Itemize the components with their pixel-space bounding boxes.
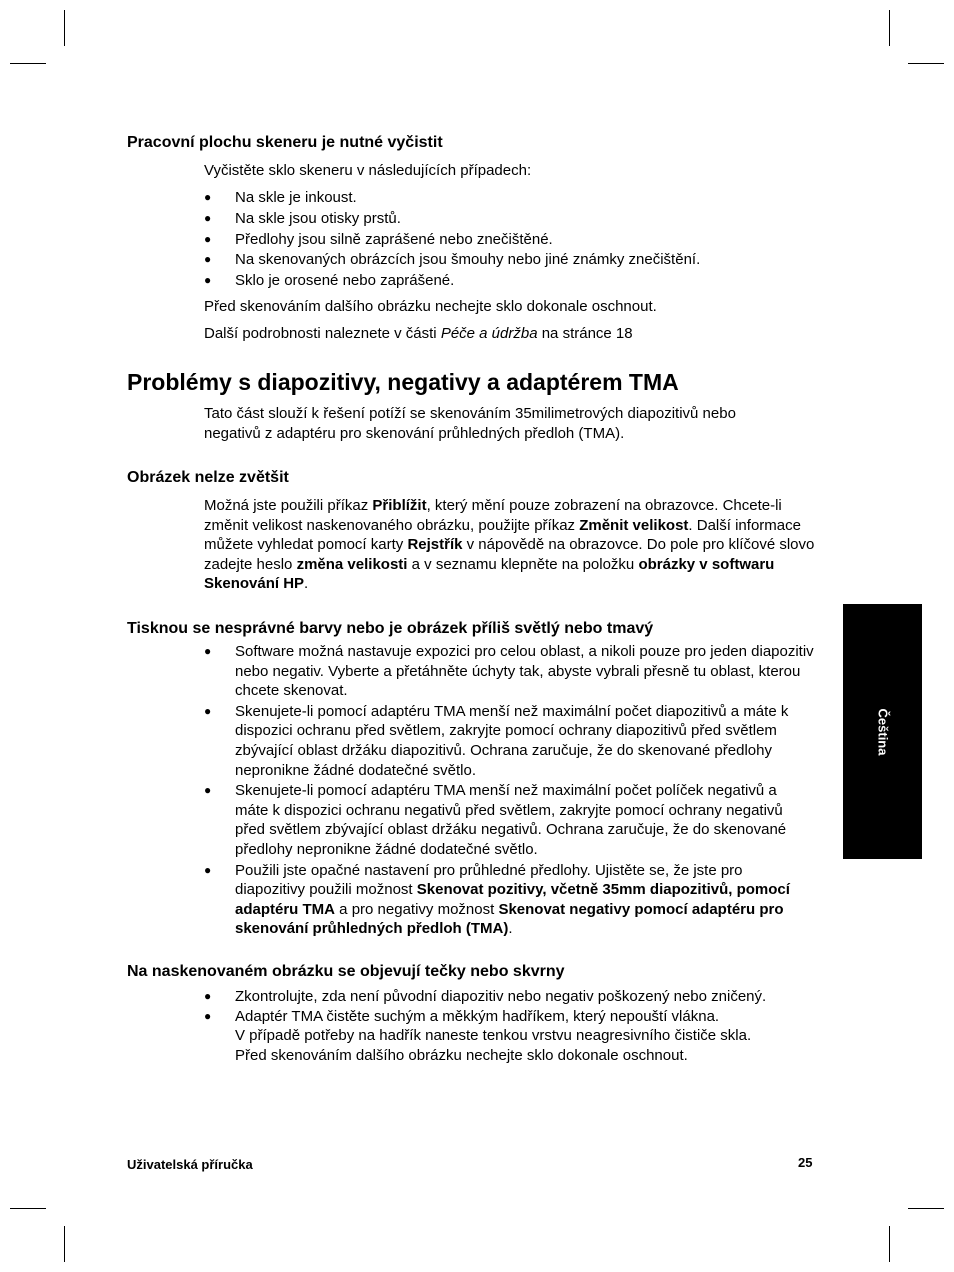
crop-mark	[64, 1226, 65, 1262]
list-item: ● Předlohy jsou silně zaprášené nebo znečištěné.	[204, 230, 824, 251]
text: , který mění pouze zobrazení na obrazovce. Chcete-li změnit velikost naskenovaného obrázku, použijte příkaz	[204, 497, 782, 534]
list-item: ● Na skenovaných obrázcích jsou šmouhy nebo jiné známky znečištění.	[204, 250, 824, 271]
text: . Další informace můžete vyhledat pomocí karty	[204, 516, 801, 554]
emphasis: Rejstřík	[407, 536, 463, 554]
bullet-list-spots	[204, 987, 824, 1065]
text: .	[304, 575, 309, 593]
list-item	[204, 1007, 824, 1066]
crop-mark	[908, 63, 944, 64]
crop-mark	[889, 10, 890, 46]
text: a v seznamu klepněte na položku	[407, 555, 639, 573]
crop-mark	[10, 1208, 46, 1209]
list-item: ● Software možná nastavuje expozici pro celou oblast, a nikoli pouze pro jeden diapozitiv nebo negativ. Vyberte a přetáhněte úchyty tak, abyste vybrali přesně tu oblast, kterou chcete skenovat.	[204, 642, 814, 701]
emphasis: změna velikosti	[296, 555, 408, 573]
emphasis: Skenovat negativy pomocí adaptéru pro skenování průhledných předloh (TMA)	[235, 900, 784, 938]
crop-mark	[64, 10, 65, 46]
text: Použili jste opačné nastavení pro průhledné předlohy. Ujistěte se, že jste pro diapozitivy použili možnost	[235, 861, 743, 899]
crop-mark	[10, 63, 46, 64]
list-item: ● Sklo je orosené nebo zaprášené.	[204, 271, 824, 292]
text: v nápovědě na obrazovce. Do pole pro klíčové slovo zadejte heslo	[204, 536, 815, 573]
text: .	[508, 920, 513, 938]
list-item: ● Na skle jsou otisky prstů.	[204, 209, 824, 230]
list-item	[204, 861, 814, 939]
page-title: Problémy s diapozitivy, negativy a adaptérem TMA	[127, 369, 679, 395]
paragraph-zoom	[204, 496, 822, 594]
text: a pro negativy možnost	[335, 900, 499, 918]
crop-mark	[908, 1208, 944, 1209]
reference-link: Péče a údržba	[440, 325, 538, 342]
paragraph: Před skenováním dalšího obrázku nechejte sklo dokonale oschnout.	[204, 298, 657, 315]
emphasis: Skenovat pozitivy, včetně 35mm diapozitivů, pomocí adaptéru TMA	[235, 881, 790, 918]
list-item: ● Skenujete-li pomocí adaptéru TMA menší než maximální počet políček negativů a máte k dispozici ochranu negativů před světlem, zakryjte pomocí ochrany negativů před světlem zbývající oblast držáku negativů. Ochrana zaručuje, že do skenované předlohy nepronikne žádné dodatečné světlo.	[204, 781, 814, 859]
language-tab	[843, 604, 922, 859]
paragraph-reference	[204, 324, 633, 344]
section-intro: Tato část slouží k řešení potíží se skenováním 35milimetrových diapozitivů nebo negativů z adaptéru pro skenování průhledných předloh (TMA).	[204, 405, 736, 442]
section-heading-zoom: Obrázek nelze zvětšit	[127, 469, 289, 486]
text: na stránce 18	[537, 325, 633, 342]
text-line: Před skenováním dalšího obrázku nechejte sklo dokonale oschnout.	[235, 1046, 688, 1064]
list-item: ● Skenujete-li pomocí adaptéru TMA menší než maximální počet diapozitivů a máte k dispozici ochranu před světlem, zakryjte pomocí ochrany diapozitivů před světlem zbývající oblast držáku diapozitivů. Ochrana zaručuje, že do skenované předlohy nepronikne žádné dodatečné světlo.	[204, 702, 814, 780]
text: Možná jste použili příkaz	[204, 497, 373, 514]
emphasis: Změnit velikost	[579, 516, 689, 534]
text-line: ● Adaptér TMA čistěte suchým a měkkým hadříkem, který nepouští vlákna.	[235, 1007, 720, 1025]
text: Další podrobnosti naleznete v části	[204, 325, 441, 342]
bullet-list-clean-glass	[204, 188, 824, 292]
footer-title: Uživatelská příručka	[127, 1157, 253, 1172]
section-heading-clean-glass: Pracovní plochu skeneru je nutné vyčistit	[127, 134, 443, 151]
section-heading-colors: Tisknou se nesprávné barvy nebo je obrázek příliš světlý nebo tmavý	[127, 620, 654, 637]
language-tab-label: Čeština	[875, 708, 890, 755]
section-intro: Vyčistěte sklo skeneru v následujících případech:	[204, 162, 532, 179]
page-number: 25	[798, 1155, 813, 1170]
section-heading-spots: Na naskenovaném obrázku se objevují tečky nebo skvrny	[127, 963, 565, 980]
emphasis: Přiblížit	[372, 497, 427, 514]
list-item: ● Na skle je inkoust.	[204, 188, 824, 209]
crop-mark	[889, 1226, 890, 1262]
list-item: ● Zkontrolujte, zda není původní diapozitiv nebo negativ poškozený nebo zničený.	[204, 987, 824, 1007]
bullet-list-colors	[204, 642, 814, 939]
text-line: V případě potřeby na hadřík naneste tenkou vrstvu neagresivního čističe skla.	[235, 1027, 752, 1045]
emphasis: obrázky v softwaru Skenování HP	[204, 555, 775, 593]
